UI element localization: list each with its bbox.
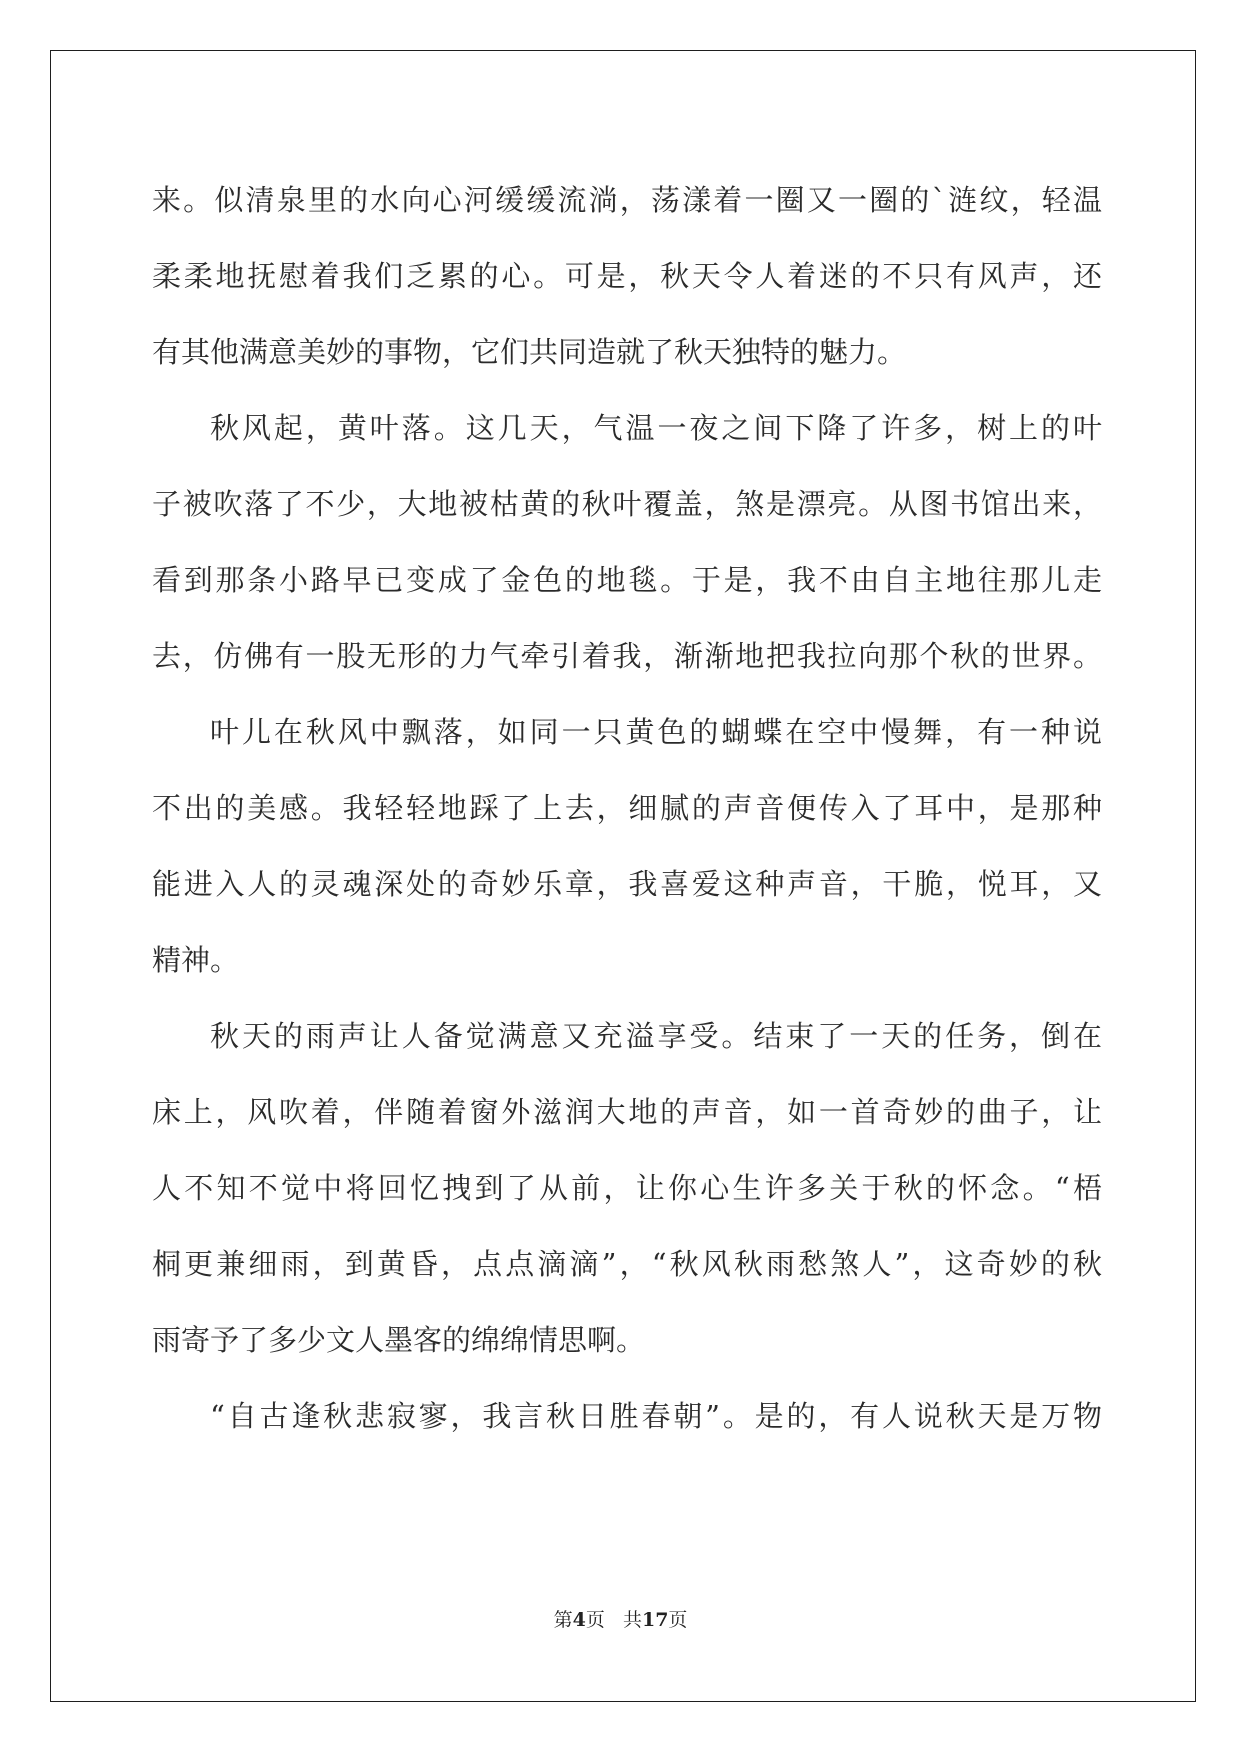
text-line: 去，仿佛有一股无形的力气牵引着我，渐渐地把我拉向那个秋的世界。 — [152, 639, 1102, 673]
paragraph-5 — [152, 1378, 1102, 1454]
document-body — [152, 162, 1102, 1454]
text-line: 桐更兼细雨，到黄昏，点点滴滴”，“秋风秋雨愁煞人”，这奇妙的秋 — [152, 1247, 1102, 1281]
total-pages: 17 — [641, 1609, 669, 1631]
text-line: 不出的美感。我轻轻地踩了上去，细腻的声音便传入了耳中，是那种 — [152, 791, 1102, 825]
total-prefix: 共 — [622, 1609, 642, 1631]
text-line: 人不知不觉中将回忆拽到了从前，让你心生许多关于秋的怀念。“梧 — [152, 1171, 1102, 1205]
text-line: 子被吹落了不少，大地被枯黄的秋叶覆盖，煞是漂亮。从图书馆出来， — [152, 487, 1102, 521]
total-suffix: 页 — [668, 1609, 688, 1631]
paragraph-4 — [152, 998, 1102, 1378]
text-line: 叶儿在秋风中飘落，如同一只黄色的蝴蝶在空中慢舞，有一种说 — [210, 715, 1102, 749]
page-prefix: 第 — [553, 1609, 573, 1631]
text-line: 精神。 — [152, 943, 240, 977]
text-line: 床上，风吹着，伴随着窗外滋润大地的声音，如一首奇妙的曲子，让 — [152, 1095, 1102, 1129]
paragraph-1 — [152, 162, 1102, 390]
text-line: “自古逢秋悲寂寥，我言秋日胜春朝”。是的，有人说秋天是万物 — [210, 1399, 1102, 1433]
paragraph-2 — [152, 390, 1102, 694]
text-line: 来。似清泉里的水向心河缓缓流淌，荡漾着一圈又一圈的`涟纹，轻温 — [152, 183, 1102, 217]
page-footer — [0, 1605, 1241, 1632]
paragraph-3 — [152, 694, 1102, 998]
text-line: 有其他满意美妙的事物，它们共同造就了秋天独特的魅力。 — [152, 335, 907, 369]
text-line: 雨寄予了多少文人墨客的绵绵情思啊。 — [152, 1323, 646, 1357]
text-line: 柔柔地抚慰着我们乏累的心。可是，秋天令人着迷的不只有风声，还 — [152, 259, 1102, 293]
page-suffix: 页 — [585, 1609, 605, 1631]
text-line: 秋天的雨声让人备觉满意又充溢享受。结束了一天的任务，倒在 — [210, 1019, 1102, 1053]
text-line: 能进入人的灵魂深处的奇妙乐章，我喜爱这种声音，干脆，悦耳，又 — [152, 867, 1102, 901]
text-line: 秋风起，黄叶落。这几天，气温一夜之间下降了许多，树上的叶 — [210, 411, 1102, 445]
text-line: 看到那条小路早已变成了金色的地毯。于是，我不由自主地往那儿走 — [152, 563, 1102, 597]
page-number: 4 — [572, 1609, 586, 1631]
